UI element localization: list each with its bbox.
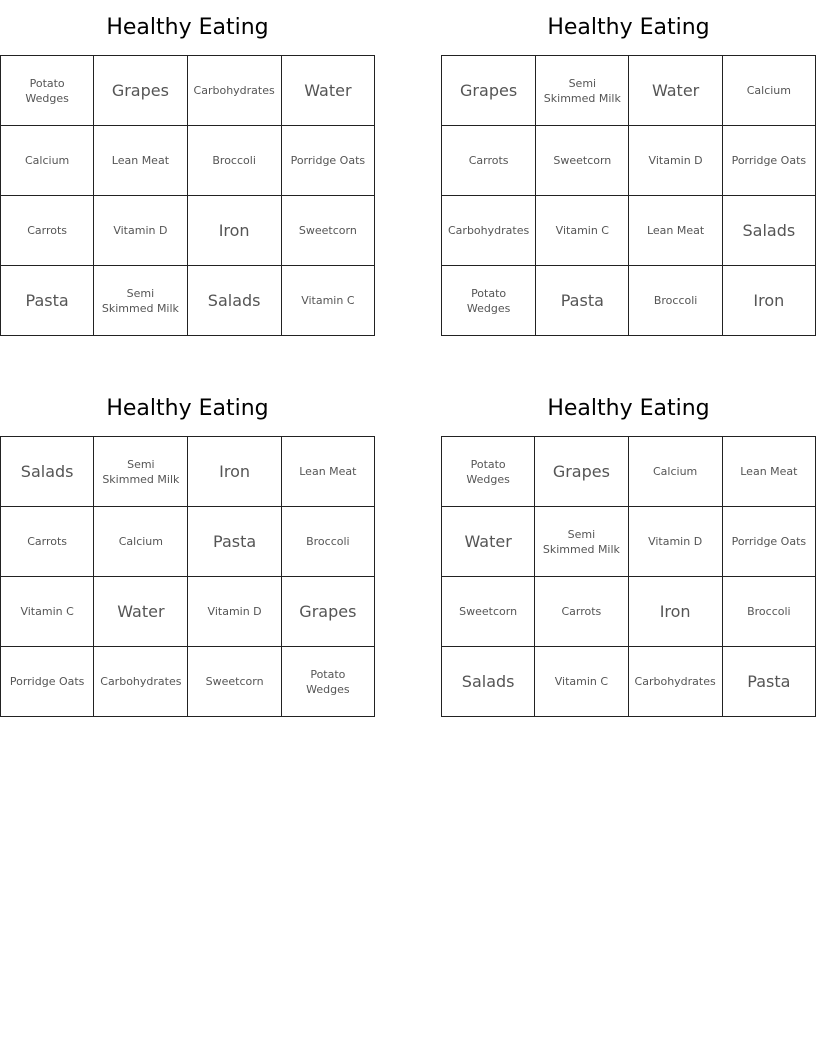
bingo-cell: Salads: [442, 647, 535, 717]
card-title: Healthy Eating: [547, 15, 710, 40]
bingo-cell: Semi Skimmed Milk: [535, 507, 628, 577]
bingo-cell: Pasta: [536, 266, 629, 336]
bingo-card-2: [441, 0, 816, 336]
bingo-cell: Potato Wedges: [442, 437, 535, 507]
bingo-cell: Vitamin C: [282, 266, 375, 336]
bingo-cell: Sweetcorn: [536, 126, 629, 196]
bingo-cell: Iron: [723, 266, 816, 336]
bingo-cell: Pasta: [723, 647, 816, 717]
bingo-cell: Semi Skimmed Milk: [94, 437, 188, 507]
bingo-cell: Porridge Oats: [723, 126, 816, 196]
bingo-grid: [441, 55, 816, 336]
card-title: Healthy Eating: [106, 396, 269, 421]
bingo-cell: Grapes: [535, 437, 628, 507]
bingo-cell: Vitamin C: [536, 196, 629, 266]
bingo-cell: Salads: [723, 196, 816, 266]
bingo-cell: Porridge Oats: [1, 647, 94, 717]
bingo-cell: Vitamin C: [535, 647, 628, 717]
card-title: Healthy Eating: [547, 396, 710, 421]
bingo-cell: Carrots: [1, 507, 94, 577]
bingo-cell: Potato Wedges: [1, 56, 94, 126]
bingo-cell: Lean Meat: [723, 437, 816, 507]
bingo-cell: Potato Wedges: [282, 647, 375, 717]
bingo-cell: Potato Wedges: [442, 266, 536, 336]
bingo-cell: Broccoli: [188, 126, 282, 196]
bingo-cell: Water: [442, 507, 535, 577]
bingo-cell: Vitamin C: [1, 577, 94, 647]
bingo-grid: [0, 55, 375, 336]
bingo-cell: Vitamin D: [629, 126, 722, 196]
bingo-cell: Broccoli: [723, 577, 816, 647]
bingo-cell: Semi Skimmed Milk: [94, 266, 187, 336]
bingo-cell: Iron: [629, 577, 723, 647]
bingo-cell: Sweetcorn: [282, 196, 375, 266]
bingo-cell: Porridge Oats: [723, 507, 816, 577]
bingo-cell: Calcium: [1, 126, 94, 196]
bingo-cell: Semi Skimmed Milk: [536, 56, 629, 126]
bingo-cell: Vitamin D: [188, 577, 281, 647]
bingo-cell: Grapes: [94, 56, 187, 126]
bingo-cell: Water: [282, 56, 375, 126]
bingo-cell: Carrots: [535, 577, 628, 647]
bingo-cell: Grapes: [442, 56, 536, 126]
bingo-cell: Salads: [1, 437, 94, 507]
bingo-cell: Water: [94, 577, 188, 647]
bingo-cell: Pasta: [1, 266, 94, 336]
bingo-card-1: [0, 0, 375, 336]
bingo-cell: Calcium: [94, 507, 188, 577]
bingo-cell: Sweetcorn: [442, 577, 535, 647]
bingo-cell: Broccoli: [282, 507, 375, 577]
bingo-cell: Carrots: [442, 126, 536, 196]
bingo-card-4: [441, 381, 816, 717]
bingo-cell: Water: [629, 56, 722, 126]
bingo-cell: Grapes: [282, 577, 375, 647]
bingo-cell: Salads: [188, 266, 282, 336]
bingo-cell: Sweetcorn: [188, 647, 281, 717]
bingo-cell: Vitamin D: [629, 507, 723, 577]
bingo-cell: Pasta: [188, 507, 281, 577]
bingo-cell: Iron: [188, 196, 282, 266]
bingo-cell: Carbohydrates: [188, 56, 282, 126]
card-title: Healthy Eating: [106, 15, 269, 40]
bingo-cell: Carbohydrates: [629, 647, 723, 717]
bingo-cell: Carbohydrates: [94, 647, 188, 717]
bingo-cell: Calcium: [629, 437, 723, 507]
bingo-card-3: [0, 381, 375, 717]
bingo-cell: Vitamin D: [94, 196, 187, 266]
bingo-cell: Broccoli: [629, 266, 722, 336]
bingo-grid: [441, 436, 816, 717]
bingo-cell: Porridge Oats: [282, 126, 375, 196]
bingo-cell: Iron: [188, 437, 281, 507]
bingo-grid: [0, 436, 375, 717]
bingo-cell: Lean Meat: [629, 196, 722, 266]
bingo-cell: Carrots: [1, 196, 94, 266]
bingo-cell: Lean Meat: [94, 126, 187, 196]
bingo-cell: Lean Meat: [282, 437, 375, 507]
bingo-cell: Calcium: [723, 56, 816, 126]
bingo-cell: Carbohydrates: [442, 196, 536, 266]
